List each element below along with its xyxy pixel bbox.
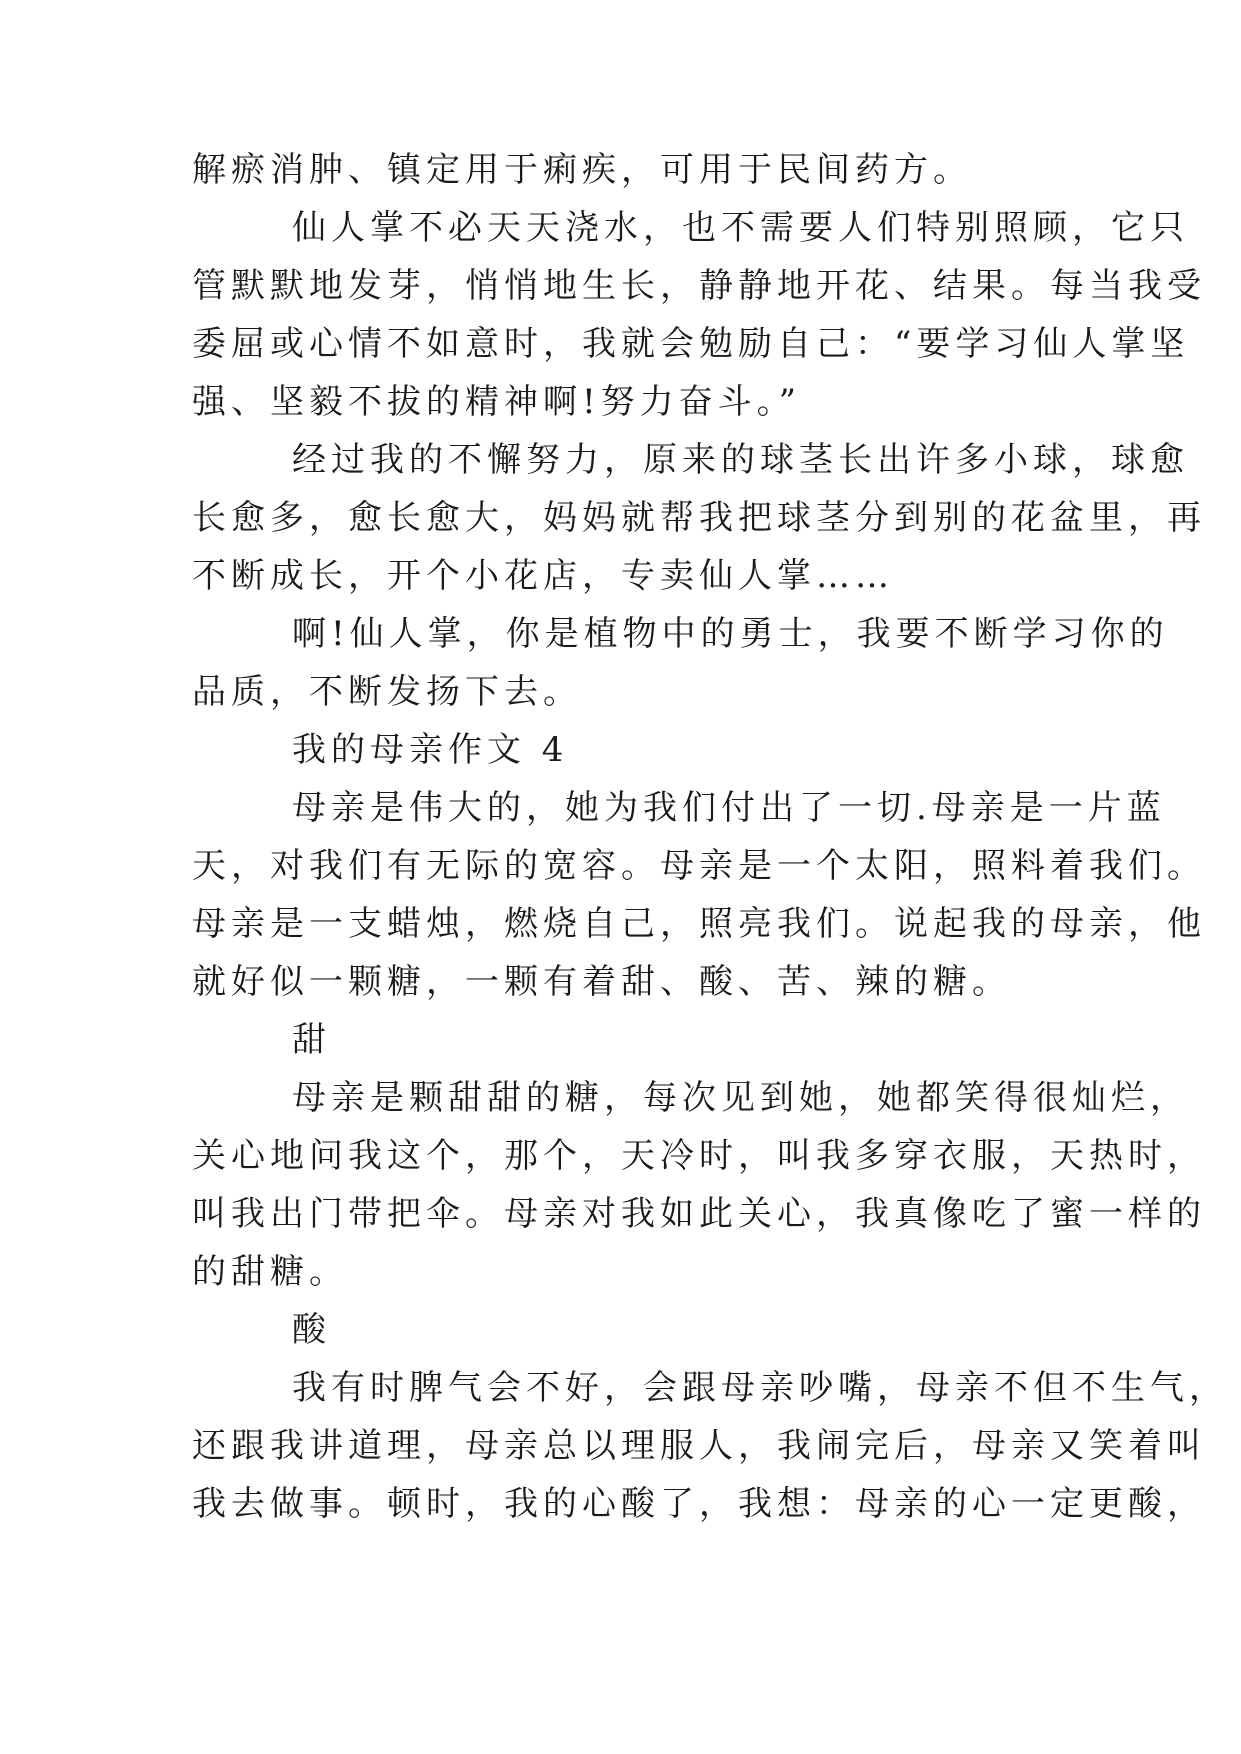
text-line-23: 还跟我讲道理，母亲总以理服人，我闹完后，母亲又笑着叫: [192, 1426, 1206, 1466]
paragraph-start-cactus-care: 仙人掌不必天天浇水，也不需要人们特别照顾，它只: [292, 208, 1189, 248]
text-line-14: 母亲是一支蜡烛，燃烧自己，照亮我们。说起我的母亲，他: [192, 904, 1206, 944]
text-line-15: 就好似一颗糖，一颗有着甜、酸、苦、辣的糖。: [192, 962, 1011, 1002]
text-line-8: 不断成长，开个小花店，专卖仙人掌……: [192, 556, 894, 596]
text-line-1: 解瘀消肿、镇定用于痢疾，可用于民间药方。: [192, 150, 972, 190]
text-line-10: 品质，不断发扬下去。: [192, 672, 582, 712]
section-heading-sour: 酸: [292, 1310, 331, 1350]
text-line-24: 我去做事。顿时，我的心酸了，我想：母亲的心一定更酸，: [192, 1484, 1206, 1524]
paragraph-start-effort: 经过我的不懈努力，原来的球茎长出许多小球，球愈: [292, 440, 1189, 480]
paragraph-start-mother-great: 母亲是伟大的，她为我们付出了一切.母亲是一片蓝: [292, 788, 1166, 828]
text-line-13: 天，对我们有无际的宽容。母亲是一个太阳，照料着我们。: [192, 846, 1206, 886]
text-line-5: 强、坚毅不拔的精神啊!努力奋斗。”: [192, 382, 802, 422]
section-heading-sweet: 甜: [292, 1020, 331, 1060]
text-line-18: 关心地问我这个，那个，天冷时，叫我多穿衣服，天热时，: [192, 1136, 1206, 1176]
text-line-4: 委屈或心情不如意时，我就会勉励自己：“要学习仙人掌坚: [192, 324, 1190, 364]
paragraph-start-sweet: 母亲是颗甜甜的糖，每次见到她，她都笑得很灿烂，: [292, 1078, 1189, 1118]
text-line-3: 管默默地发芽，悄悄地生长，静静地开花、结果。每当我受: [192, 266, 1206, 306]
paragraph-start-sour: 我有时脾气会不好，会跟母亲吵嘴，母亲不但不生气，: [292, 1368, 1228, 1408]
text-line-19: 叫我出门带把伞。母亲对我如此关心，我真像吃了蜜一样的: [192, 1194, 1206, 1234]
paragraph-start-warrior: 啊!仙人掌，你是植物中的勇士，我要不断学习你的: [292, 614, 1169, 654]
text-line-20: 的甜糖。: [192, 1252, 348, 1292]
essay-title: 我的母亲作文 4: [292, 730, 569, 770]
text-line-7: 长愈多，愈长愈大，妈妈就帮我把球茎分到别的花盆里，再: [192, 498, 1206, 538]
